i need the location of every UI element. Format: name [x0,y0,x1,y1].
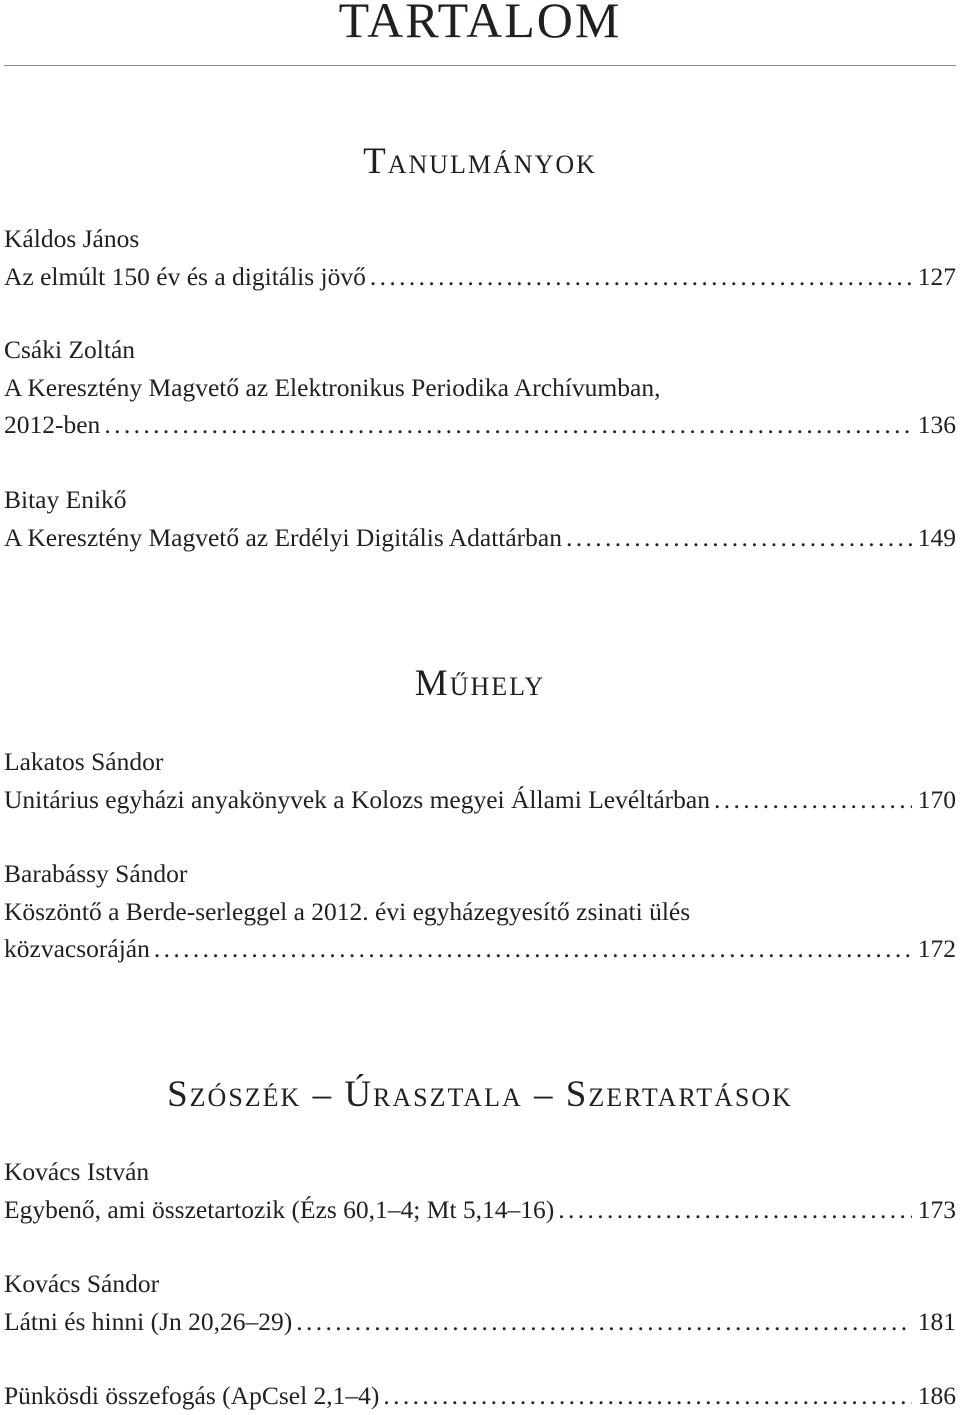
entry-title: Az elmúlt 150 év és a digitális jövő [4,261,366,291]
page-number: 127 [917,261,956,291]
toc-entry[interactable] [4,743,956,818]
entry-author: Bitay Enikő [4,485,127,514]
page-number: 136 [917,410,956,439]
entry-title-continuation: 2012-ben [4,410,101,439]
toc-entry[interactable] [4,220,956,295]
page-number: 173 [917,1194,956,1224]
dot-leader [296,1303,911,1341]
dot-leader [370,258,912,296]
section-heading-muhely: Műhely [414,663,546,704]
section-heading-tanulmanyok: Tanulmányok [363,141,597,182]
page-number: 181 [917,1306,956,1336]
entry-author: Barabássy Sándor [4,859,188,888]
entry-title-continuation: közvacsoráján [4,934,150,963]
entry-title-line [4,781,956,819]
dot-leader [566,519,912,557]
toc-entry[interactable] [4,481,956,556]
entry-title-line [4,519,956,557]
entry-title: Látni és hinni (Jn 20,26–29) [4,1306,293,1336]
toc-entry[interactable] [4,1377,956,1415]
page-number: 186 [917,1381,956,1410]
entry-author: Kovács Sándor [4,1269,160,1298]
entry-title: A Keresztény Magvető az Elektronikus Periodika Archívumban, [4,372,661,402]
entry-title-line [4,1303,956,1341]
entry-author: Csáki Zoltán [4,335,136,364]
toc-entry[interactable] [4,1153,956,1228]
entry-title-line [4,1191,956,1229]
dot-leader [714,781,912,819]
entry-title-line [4,930,956,968]
entry-author: Káldos János [4,224,140,253]
entry-author: Lakatos Sándor [4,747,164,776]
page-number: 170 [917,784,956,814]
page-number: 172 [917,934,956,963]
page-number: 149 [917,522,956,552]
entry-title: Egybenő, ami összetartozik (Ézs 60,1–4; Mt 5,14–16) [4,1194,555,1224]
dot-leader [558,1191,911,1229]
page-title: TARTALOM [338,0,622,48]
entry-title: A Keresztény Magvető az Erdélyi Digitális Adattárban [4,522,562,552]
toc-entry[interactable] [4,1265,956,1340]
dot-leader [154,930,912,968]
section-heading-szoszek: Szószék – Úrasztala – Szertartások [167,1074,793,1115]
toc-entry[interactable] [4,331,956,444]
toc-entry[interactable] [4,855,956,968]
dot-leader [383,1377,911,1415]
entry-title-line [4,1377,956,1415]
entry-title: Köszöntő a Berde-serleggel a 2012. évi egyházegyesítő zsinati ülés [4,896,691,926]
entry-author: Kovács István [4,1157,150,1186]
entry-title: Pünkösdi összefogás (ApCsel 2,1–4) [4,1381,380,1410]
entry-title: Unitárius egyházi anyakönyvek a Kolozs megyei Állami Levéltárban [4,784,710,814]
dot-leader [104,406,911,444]
entry-title-line [4,258,956,296]
title-divider [4,65,956,66]
entry-title-line [4,406,956,444]
